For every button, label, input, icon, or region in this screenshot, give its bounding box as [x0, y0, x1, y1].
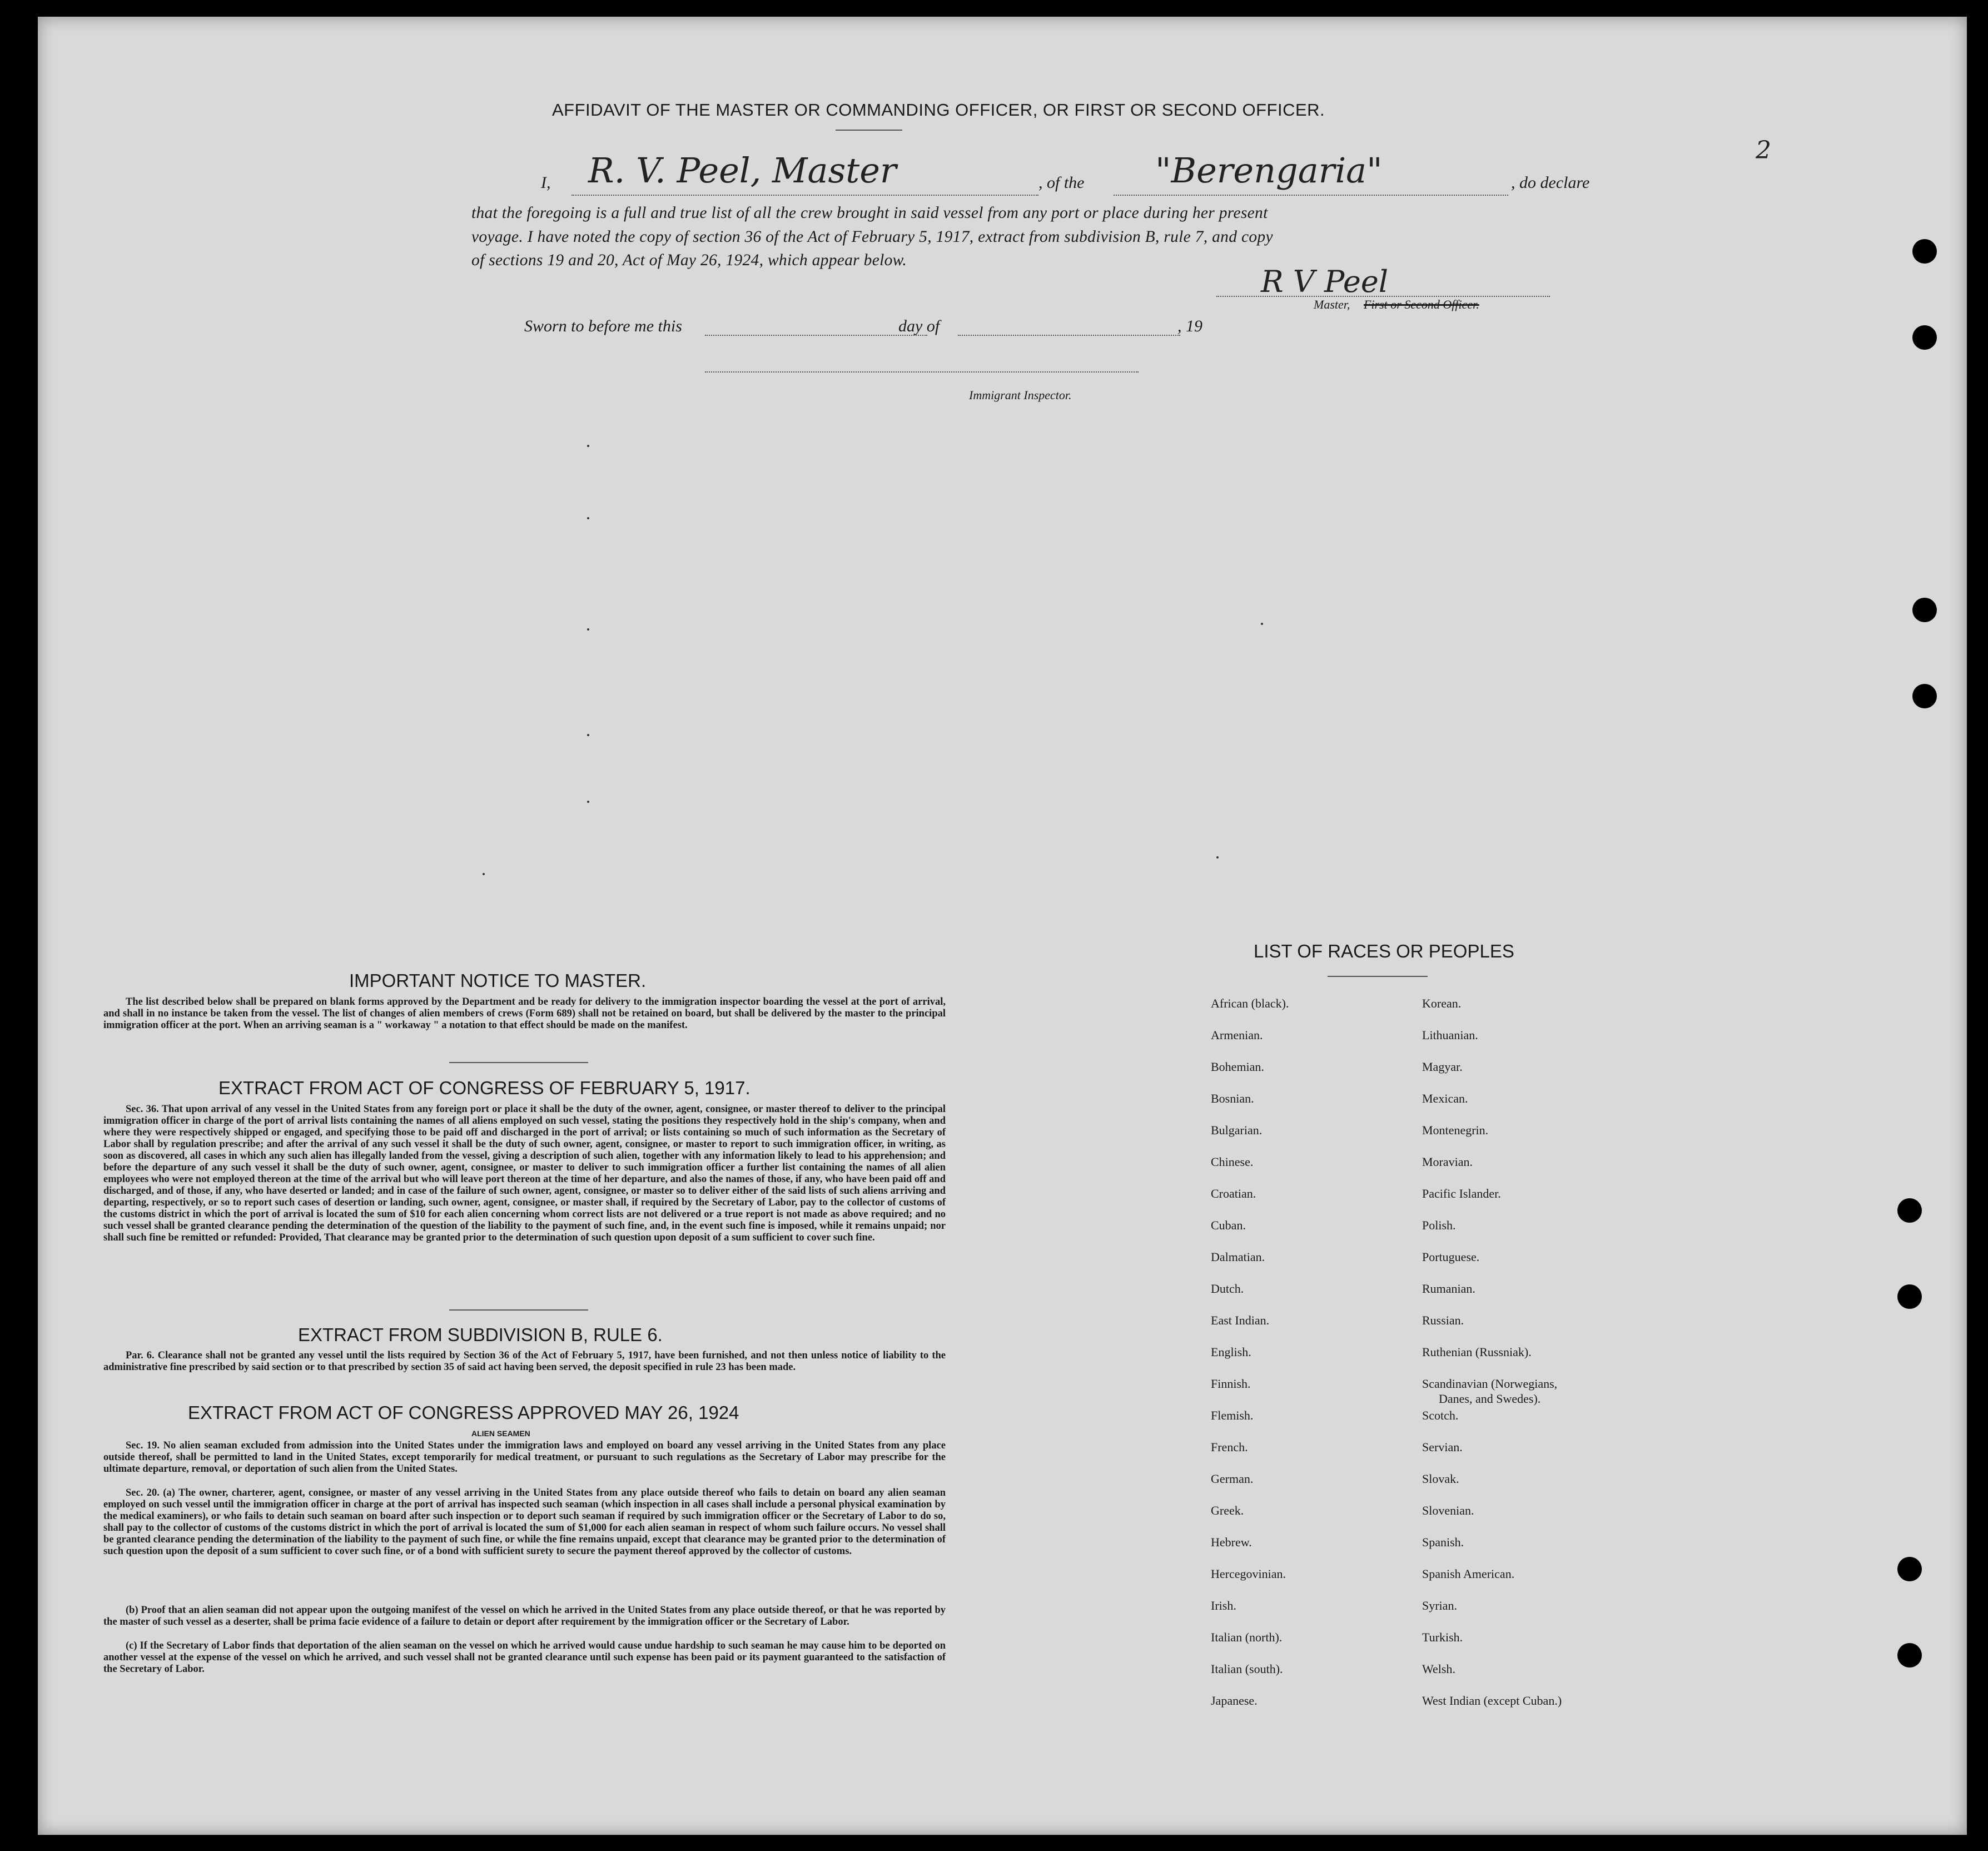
races-divider [1328, 976, 1428, 977]
race-left-22: Japanese. [1211, 1694, 1258, 1708]
race-left-15: German. [1211, 1472, 1254, 1486]
race-right-11: Ruthenian (Russniak). [1422, 1345, 1532, 1359]
race-right-15: Servian. [1422, 1440, 1463, 1454]
race-right-10: Russian. [1422, 1313, 1464, 1327]
race-right-2: Magyar. [1422, 1060, 1463, 1074]
important-notice-title: IMPORTANT NOTICE TO MASTER. [349, 970, 647, 991]
affidavit-body-line4: of sections 19 and 20, Act of May 26, 1924, which appear below. [471, 251, 907, 269]
race-left-10: East Indian. [1211, 1313, 1270, 1327]
affidavit-body-line2: that the foregoing is a full and true list of all the crew brought in said vessel from any port or place during her present [471, 204, 1268, 222]
title-divider [836, 130, 902, 131]
race-right-23: West Indian (except Cuban.) [1422, 1694, 1562, 1708]
affidavit-prefix: I, [541, 173, 551, 192]
race-left-1: Armenian. [1211, 1028, 1263, 1042]
race-right-21: Turkish. [1422, 1630, 1463, 1644]
race-right-0: Korean. [1422, 996, 1462, 1010]
race-left-19: Irish. [1211, 1599, 1236, 1612]
race-left-9: Dutch. [1211, 1282, 1244, 1296]
sworn-prefix: Sworn to before me this [524, 317, 682, 335]
sworn-month-line [958, 335, 1180, 336]
sworn-year-label: , 19 [1177, 317, 1202, 335]
extract-1924-sec20c: (c) If the Secretary of Labor finds that deportation of the alien seaman on the vessel on which he arrived would cause undue hardship to such seaman he may cause him to be deported on another vessel at the expense of the vessel on which he arrived, and such vessel shall not be granted clearance until such expense has been paid or its payment guaranteed to the satisfaction of the Secretary of Labor. [103, 1640, 946, 1675]
extract-rule6-title: EXTRACT FROM SUBDIVISION B, RULE 6. [298, 1324, 663, 1345]
master-name-line [571, 195, 1038, 196]
race-right-22: Welsh. [1422, 1662, 1455, 1676]
race-left-16: Greek. [1211, 1503, 1244, 1517]
race-right-17: Slovenian. [1422, 1503, 1474, 1517]
race-left-18: Hercegovinian. [1211, 1567, 1286, 1581]
race-right-18: Spanish. [1422, 1535, 1464, 1549]
inspector-signature-line [705, 371, 1139, 373]
affidavit-title: AFFIDAVIT OF THE MASTER OR COMMANDING OFFICER, OR FIRST OR SECOND OFFICER. [552, 100, 1325, 120]
binder-hole-icon [1912, 239, 1937, 264]
race-right-9: Rumanian. [1422, 1282, 1475, 1296]
signature-caption-struck: First or Second Officer. [1364, 297, 1479, 311]
race-left-12: Finnish. [1211, 1377, 1251, 1391]
divider-2 [449, 1309, 588, 1311]
signature-line [1216, 296, 1550, 297]
race-left-2: Bohemian. [1211, 1060, 1264, 1074]
race-left-6: Croatian. [1211, 1187, 1256, 1200]
race-left-11: English. [1211, 1345, 1251, 1359]
extract-1917-title: EXTRACT FROM ACT OF CONGRESS OF FEBRUARY 5, 1917. [218, 1078, 751, 1098]
race-left-4: Bulgarian. [1211, 1123, 1263, 1137]
race-left-14: French. [1211, 1440, 1248, 1454]
sworn-day-label: day of [898, 317, 940, 335]
extract-1924-title: EXTRACT FROM ACT OF CONGRESS APPROVED MAY 26, 1924 [188, 1402, 739, 1423]
race-right-3: Mexican. [1422, 1091, 1468, 1105]
race-left-13: Flemish. [1211, 1408, 1254, 1422]
race-left-21: Italian (south). [1211, 1662, 1283, 1676]
race-right-14: Scotch. [1422, 1408, 1459, 1422]
do-declare-label: , do declare [1511, 173, 1590, 192]
margin-page-number: 2 [1756, 136, 1771, 165]
race-left-0: African (black). [1211, 996, 1289, 1010]
binder-hole-icon [1912, 325, 1937, 350]
race-left-20: Italian (north). [1211, 1630, 1283, 1644]
important-notice-body: The list described below shall be prepared on blank forms approved by the Department and be ready for delivery to the immigration inspector boarding the vessel at the port of arrival, and shall in no instance be taken from the vessel. The list of changes of alien members of crews (Form 689) shall not be retained on board, but shall be delivered by the master to the principal immigration officer at the port. When an arriving seaman is a " workaway " a notation to that effect should be made on the manifest. [103, 996, 946, 1031]
binder-hole-icon [1897, 1198, 1922, 1223]
races-title: LIST OF RACES OR PEOPLES [1254, 941, 1514, 961]
race-right-20: Syrian. [1422, 1599, 1457, 1612]
binder-hole-icon [1897, 1643, 1922, 1668]
master-signature-handwritten: R V Peel [1261, 264, 1389, 299]
extract-1924-sec20a: Sec. 20. (a) The owner, charterer, agent, consignee, or master of any vessel arriving in the United States from any place outside thereof who fails to detain on board any alien seaman employed on such vessel until the immigration officer in charge at the port of arrival has inspected such seaman (which inspection in all cases shall include a personal physical examination by the medical examiners), or who fails to detain such seaman on board after such inspection or to deport such seaman if required by such immigration officer or the Secretary of Labor to do so, shall pay to the collector of customs of the customs district in which the port of arrival is located the sum of $1,000 for each alien seaman in respect of whom such failure occurs. No vessel shall be granted clearance pending the determination of the liability to the payment of such fine, or while the fine remains unpaid, except that clearance may be granted prior to the determination of such question upon the deposit of a sum sufficient to cover such fine, or of a bond with sufficient surety to secure the payment thereof approved by the collector of customs. [103, 1487, 946, 1557]
affidavit-body-line3: voyage. I have noted the copy of section 36 of the Act of February 5, 1917, extract from subdivision B, rule 7, and copy [471, 228, 1273, 246]
race-left-7: Cuban. [1211, 1218, 1246, 1232]
race-left-5: Chinese. [1211, 1155, 1254, 1169]
binder-hole-icon [1912, 598, 1937, 622]
race-left-8: Dalmatian. [1211, 1250, 1265, 1264]
race-right-1: Lithuanian. [1422, 1028, 1478, 1042]
extract-1917-body: Sec. 36. That upon arrival of any vessel in the United States from any foreign port or place it shall be the duty of the owner, agent, consignee, or master thereof to deliver to the principal immigration officer in charge of the port of arrival lists containing the names of all aliens employed on such vessel, stating the positions they respectively hold in the ship's company, when and where they were respectively shipped or engaged, and specifying those to be paid off and discharged in the port of arrival; or lists containing so much of such information as the Secretary of Labor shall by regulation prescribe; and after the arrival of any such vessel it shall be the duty of such owner, agent, consignee, or master to report to such immigration officer, in writing, as soon as discovered, all cases in which any such alien has illegally landed from the vessel, giving a description of such alien, together with any information likely to lead to his apprehension; and before the departure of any such vessel it shall be the duty of such owner, agent, consignee, or master to deliver to such immigration officer a further list containing the names of all alien employees who were not employed thereon at the time of the arrival but who will leave port thereon at the time of her departure, and also the names of those, if any, who have been paid off and discharged, and of those, if any, who have deserted or landed; and in case of the failure of such owner, agent, consignee, or master so to deliver either of the said lists of such aliens arriving and departing, respectively, or so to report such cases of desertion or landing, such owner, agent, consignee, or master shall, if required by the Secretary of Labor, pay to the collector of customs of the customs district in which the port of arrival is located the sum of $10 for each alien concerning whom correct lists are not delivered or a true report is not made as above required; and no such vessel shall be granted clearance pending the determination of the question of the liability to the payment of such fine, and, in the event such fine is imposed, while it remains unpaid; nor shall such fine be remitted or refunded: Provided, That clearance may be granted prior to the determination of such question upon deposit of a sum sufficient to cover such fine. [103, 1104, 946, 1243]
inspector-caption: Immigrant Inspector. [969, 388, 1072, 402]
race-right-6: Pacific Islander. [1422, 1187, 1501, 1200]
race-right-12: Scandinavian (Norwegians, [1422, 1377, 1558, 1391]
race-right-8: Portuguese. [1422, 1250, 1480, 1264]
race-left-17: Hebrew. [1211, 1535, 1252, 1549]
master-name-handwritten: R. V. Peel, Master [588, 150, 897, 191]
vessel-name-line [1114, 195, 1508, 196]
vessel-name-handwritten: "Berengaria" [1155, 150, 1383, 191]
extract-1924-subtitle: ALIEN SEAMEN [471, 1429, 530, 1438]
binder-hole-icon [1912, 684, 1937, 708]
race-right-5: Moravian. [1422, 1155, 1473, 1169]
race-right-13: Danes, and Swedes). [1439, 1392, 1541, 1406]
sworn-day-line [705, 335, 927, 336]
extract-rule6-body: Par. 6. Clearance shall not be granted any vessel until the lists required by Section 36 of the Act of February 5, 1917, have been furnished, and not then unless notice of liability to the administrative fine prescribed by said section or to that prescribed by section 35 of said act having been served, the deposit specified in rule 23 has been made. [103, 1350, 946, 1373]
extract-1924-sec19: Sec. 19. No alien seaman excluded from admission into the United States under the immigration laws and employed on board any vessel arriving in the United States from any place outside thereof, shall be permitted to land in the United States, except temporarily for medical treatment, or pursuant to such regulations as the Secretary of Labor may prescribe for the ultimate departure, removal, or deportation of such alien from the United States. [103, 1440, 946, 1475]
binder-hole-icon [1897, 1557, 1922, 1581]
manifest-page [38, 17, 1967, 1835]
race-right-4: Montenegrin. [1422, 1123, 1489, 1137]
of-the-label: , of the [1038, 173, 1085, 192]
binder-hole-icon [1897, 1284, 1922, 1309]
signature-caption-master: Master, [1314, 297, 1350, 311]
divider-1 [449, 1062, 588, 1063]
race-right-16: Slovak. [1422, 1472, 1459, 1486]
race-right-7: Polish. [1422, 1218, 1456, 1232]
race-right-19: Spanish American. [1422, 1567, 1515, 1581]
extract-1924-sec20b: (b) Proof that an alien seaman did not appear upon the outgoing manifest of the vessel on which he arrived in the United States from any place outside thereof, or that he was reported by the master of such vessel as a deserter, shall be prima facie evidence of a failure to detain or deport after requirement by the immigration officer or the Secretary of Labor. [103, 1605, 946, 1627]
race-left-3: Bosnian. [1211, 1091, 1254, 1105]
